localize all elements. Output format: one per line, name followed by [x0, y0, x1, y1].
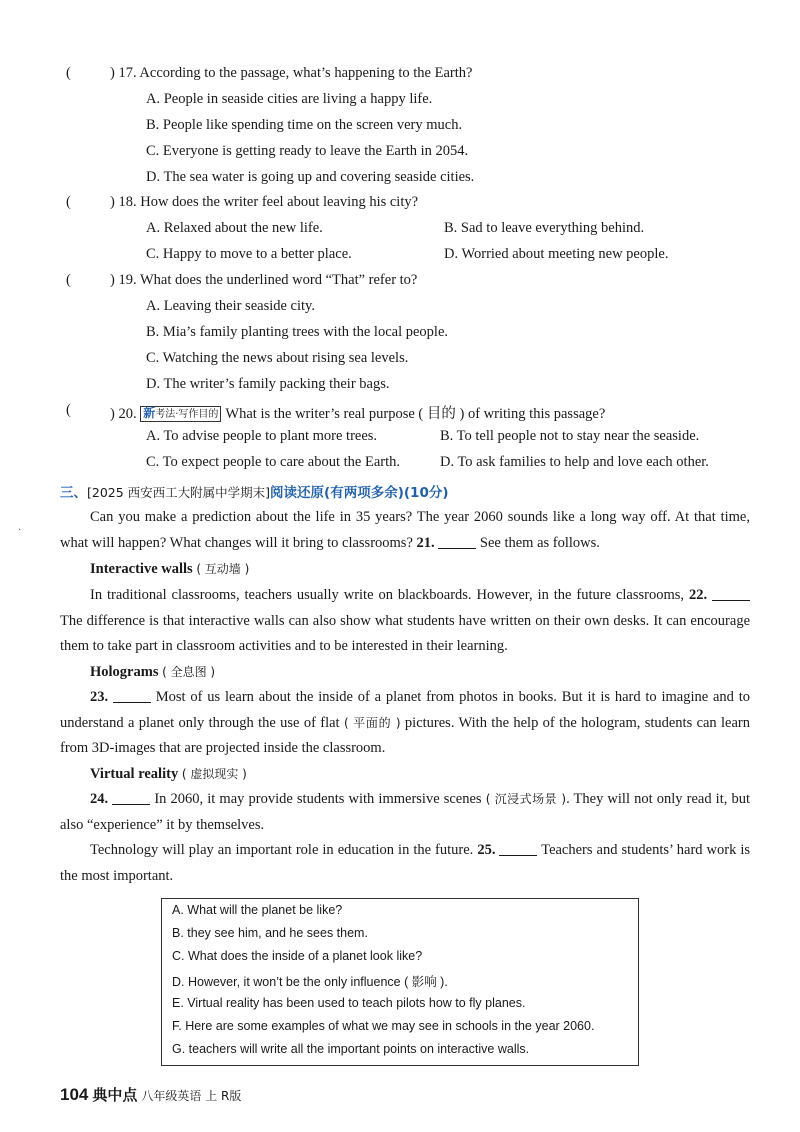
- text: Technology will play an important role in education in the future.: [90, 842, 474, 858]
- choice-c: C. What does the inside of a planet look like?: [172, 949, 423, 963]
- question-stem: What is the writer’s real purpose ( 目的 ) of writing this passage?: [225, 406, 606, 422]
- book-title: 八年级英语 上 R版: [141, 1089, 242, 1103]
- blank-number: 23.: [90, 689, 109, 705]
- option: C. Everyone is getting ready to leave the Earth in 2054.: [146, 143, 469, 159]
- question-20: [110, 402, 605, 423]
- page-footer: [60, 1084, 241, 1105]
- option: A. Relaxed about the new life.: [146, 220, 323, 236]
- text: The difference is that interactive walls can also show what students have written on their own desks. It can encourage them to take part in classroom activities and to be interested in their learning.: [60, 612, 750, 655]
- question-stem: How does the writer feel about leaving his city?: [140, 194, 419, 210]
- answer-blank[interactable]: [113, 689, 151, 703]
- subheading-text: Interactive walls: [90, 561, 193, 577]
- passage-paragraph-3: [60, 685, 750, 762]
- question-stem: What does the underlined word “That” refer to?: [139, 272, 418, 288]
- option: B. Mia’s family planting trees with the local people.: [146, 324, 449, 340]
- tag-text: 考法·写作目的: [155, 409, 219, 420]
- option: D. To ask families to help and love each other.: [440, 454, 709, 470]
- subheading: [90, 560, 249, 578]
- subheading-cn: ( 全息图 ): [162, 665, 216, 679]
- section-title: 阅读还原(有两项多余)(10分): [270, 485, 449, 501]
- choice-f: F. Here are some examples of what we may see in schools in the year 2060.: [172, 1019, 595, 1033]
- subheading-text: Holograms: [90, 664, 159, 680]
- option: D. Worried about meeting new people.: [444, 246, 669, 262]
- choice-g: G. teachers will write all the important points on interactive walls.: [172, 1042, 530, 1056]
- answer-blank[interactable]: [499, 842, 537, 856]
- page-number: 104: [60, 1085, 89, 1104]
- text: Most of us learn about the inside of a planet from photos in books. But it is hard to imagine and to understand a planet only through the use of flat: [60, 689, 751, 731]
- blank-number: 22.: [688, 587, 708, 603]
- option: D. The writer’s family packing their bags.: [146, 376, 390, 392]
- margin-dot: ·: [18, 525, 22, 536]
- text: Teachers and students’ hard work is the most important.: [60, 842, 751, 884]
- blank-number: 24.: [90, 791, 109, 807]
- answer-paren: (: [66, 272, 71, 288]
- answer-blank[interactable]: [112, 791, 150, 805]
- text: In 2060, it may provide students with immersive scenes: [154, 791, 482, 807]
- passage-paragraph-2: [60, 583, 750, 660]
- question-18: [110, 194, 418, 211]
- answer-blank[interactable]: [712, 587, 750, 601]
- blank-number: 21.: [416, 534, 435, 551]
- subheading-text: Virtual reality: [90, 766, 179, 782]
- new-method-tag: [140, 406, 221, 422]
- answer-paren: (: [66, 65, 71, 81]
- brand-logo: 典中点: [92, 1086, 138, 1104]
- answer-paren: (: [66, 402, 71, 418]
- option: B. Sad to leave everything behind.: [444, 220, 645, 236]
- choice-e: E. Virtual reality has been used to teach pilots how to fly planes.: [172, 996, 526, 1010]
- subheading: [90, 765, 247, 783]
- question-number: ) 20.: [110, 406, 137, 422]
- section-heading: [60, 481, 449, 501]
- option: C. To expect people to care about the Earth.: [146, 454, 400, 470]
- question-number: ) 19.: [110, 272, 137, 288]
- answer-paren: (: [66, 194, 71, 210]
- choices-box: [161, 898, 639, 1066]
- question-19: [110, 272, 417, 289]
- choice-a: A. What will the planet be like?: [172, 903, 343, 917]
- option: B. People like spending time on the screen very much.: [146, 117, 463, 133]
- question-number: ) 18.: [110, 194, 137, 210]
- option: D. The sea water is going up and covering seaside cities.: [146, 169, 475, 185]
- subheading-cn: ( 虚拟现实 ): [181, 767, 247, 781]
- option: C. Watching the news about rising sea levels.: [146, 350, 409, 366]
- option: C. Happy to move to a better place.: [146, 246, 352, 262]
- subheading-cn: ( 互动墙 ): [196, 562, 250, 576]
- subheading: [90, 663, 215, 681]
- option: A. People in seaside cities are living a happy life.: [146, 91, 433, 107]
- text: Can you make a prediction about the life in 35 years? The year 2060 sounds like a long way off. At that time, what will happen? What changes will it bring to classrooms?: [60, 509, 750, 551]
- text: pictures. With the help of the hologram, students can learn from 3D-images that are projected inside the classroom.: [60, 714, 751, 757]
- passage-paragraph-5: [60, 838, 750, 889]
- section-source: [2025 西安西工大附属中学期末]: [87, 485, 271, 500]
- text: See them as follows.: [479, 534, 600, 551]
- choice-d: D. However, it won’t be the only influence ( 影响 ).: [172, 975, 448, 989]
- blank-number: 25.: [477, 842, 496, 858]
- text: In traditional classrooms, teachers usually write on blackboards. However, in the future classrooms,: [90, 587, 685, 603]
- question-stem: According to the passage, what’s happening to the Earth?: [139, 65, 473, 81]
- text-cn: ( 平面的 ): [343, 715, 401, 730]
- option: A. Leaving their seaside city.: [146, 298, 315, 314]
- text-cn: ( 沉浸式场景 ): [485, 792, 567, 806]
- answer-blank[interactable]: [438, 535, 476, 549]
- section-number: 三、: [60, 485, 87, 501]
- text: . They will not only read it, but also “experience” it by themselves.: [60, 791, 750, 833]
- choice-b: B. they see him, and he sees them.: [172, 926, 368, 940]
- option: A. To advise people to plant more trees.: [146, 428, 378, 444]
- passage-paragraph-4: [60, 787, 750, 838]
- question-number: ) 17.: [110, 65, 137, 81]
- new-badge: 新: [143, 406, 156, 420]
- option: B. To tell people not to stay near the seaside.: [440, 428, 700, 444]
- passage-paragraph-1: [60, 505, 750, 556]
- question-17: [110, 65, 472, 82]
